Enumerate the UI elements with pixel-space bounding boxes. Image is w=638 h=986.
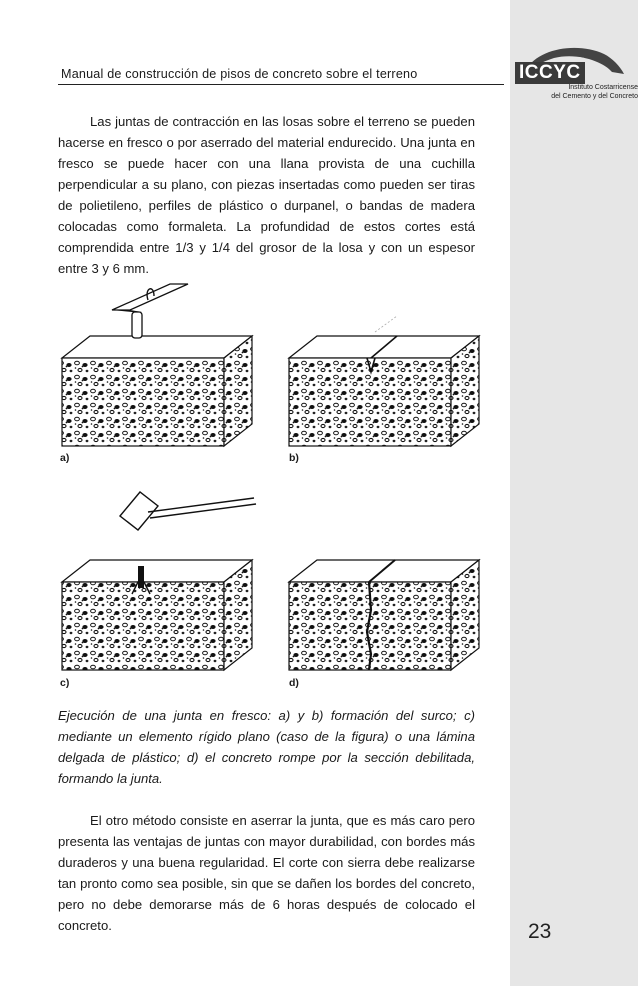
figure-label-b: b) [289,452,299,464]
figure-caption: Ejecución de una junta en fresco: a) y b) formación del surco; c) mediante un elemento rígido plano (caso de la figura) o una lámina delgada de plástico; d) el concreto rompe por la sección debilitada, formando la junta. [58,708,475,786]
header-rule [58,84,504,85]
figure-panel-b [285,276,499,454]
figure-label-d: d) [289,677,299,689]
page-sidebar [510,0,638,986]
paragraph-1 [58,111,475,279]
page-number: 23 [528,920,552,943]
logo-wordmark: ICCYC [515,62,585,84]
logo-subtitle: Instituto Costarricense del Cemento y del Concreto [551,84,638,100]
running-header: Manual de construcción de pisos de concreto sobre el terreno [61,67,418,81]
paragraph-2-text: El otro método consiste en aserrar la junta, que es más caro pero presenta las ventajas de juntas con mayor durabilidad, con bordes más duraderos y una buena regularidad. El corte con sierra debe realizarse tan pronto como sea posible, sin que se dañen los bordes del concreto, pero no debe demorarse más de 6 horas después de colocado el concreto. [58,813,475,933]
paragraph-1-text: Las juntas de contracción en las losas sobre el terreno se pueden hacerse en fresco o por aserrado del material endurecido. Una junta en fresco se puede hacer con una llana provista de una cuchilla perpendicular a su plano, con piezas insertadas como pueden ser tiras de polietileno, perfiles de plástico o durpanel, o bandas de madera colocadas como formaleta. La profundidad de estos cortes está comprendida entre 1/3 y 1/4 del grosor de la losa y con un espesor entre 3 y 6 mm. [58,114,475,276]
figure-panel-c [58,482,272,678]
figure-panel-d [285,482,499,678]
figure-label-c: c) [60,677,70,689]
figure-panel-a [58,276,272,454]
paragraph-2 [58,810,475,936]
figure-label-a: a) [60,452,70,464]
